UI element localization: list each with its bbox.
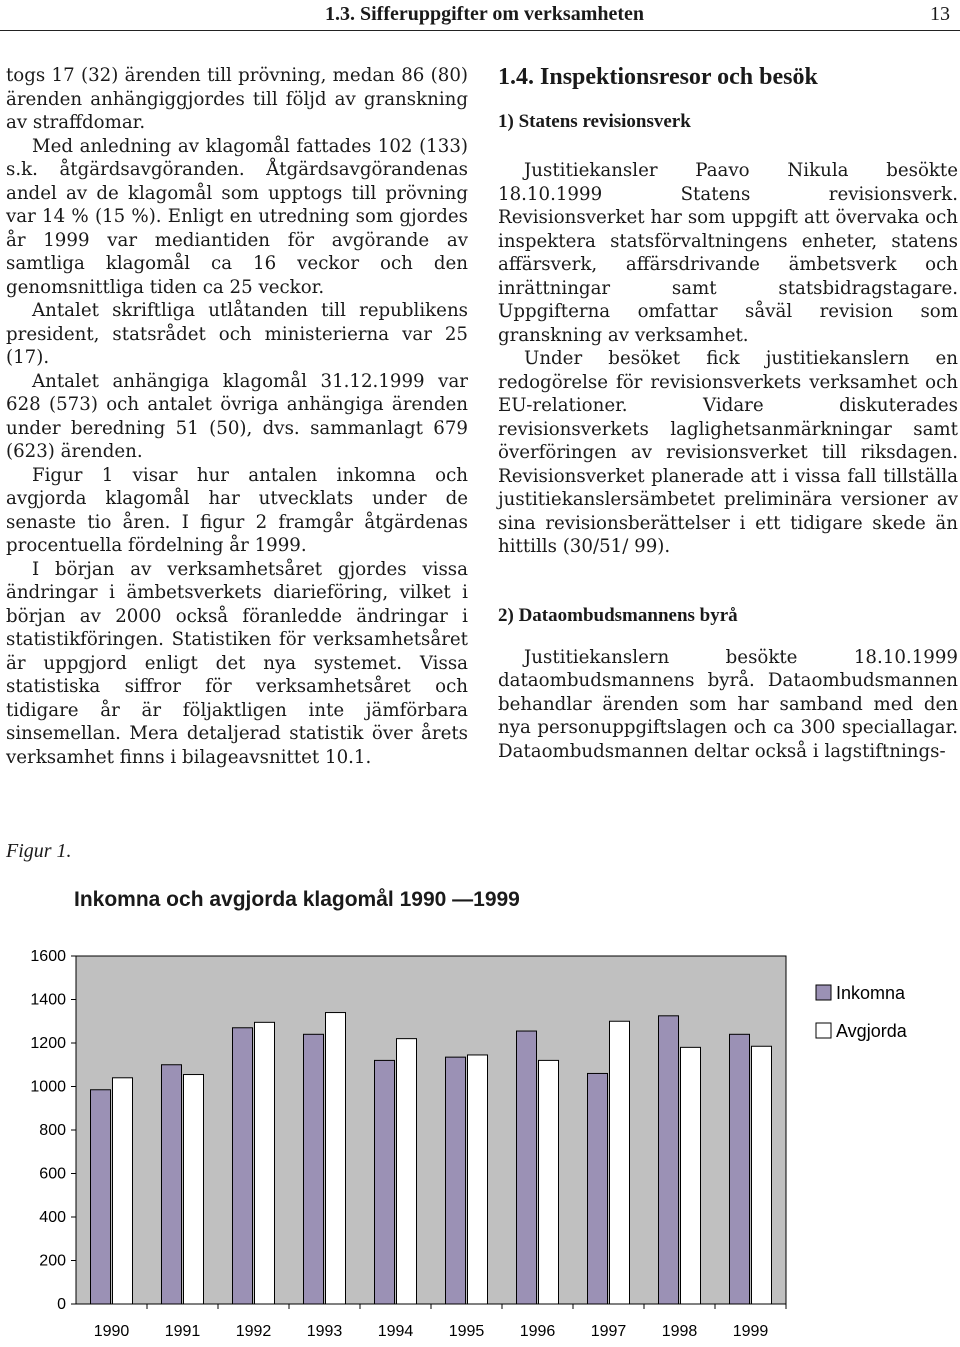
paragraph: Antalet anhängiga klagomål 31.12.1999 var 628 (573) och antalet övriga anhängiga ärenden under beredning 51 (50), dvs. sammanlagt 679 (623) ärenden.: [6, 370, 468, 462]
bar-inkomna: [659, 1016, 679, 1304]
paragraph: Under besöket fick justitiekanslern en redogörelse för revisionsverkets verksamhet och EU-relationer. Vidare diskuterades revisionsverkets laglighetsanmärkningar samt överföringen av revisionsverket till riksdagen. Revisionsverket planerade att i vissa fall tillställa justitiekanslersämbetet preliminära versioner av sina revisionsberättelser i ett tidigare skede än hittills (30/51/ 99).: [498, 348, 958, 557]
x-tick-label: 1998: [661, 1323, 698, 1340]
bar-inkomna: [517, 1031, 537, 1304]
paragraph: Justitiekanslern besökte 18.10.1999 dataombudsmannens byrå. Dataombudsmannen behandlar ärenden som har samband med den nya personuppgiftslagen och ca 300 speciallagar. Dataombudsmannen deltar också i lagstiftnings-: [498, 646, 958, 762]
bar-avgjorda: [539, 1060, 559, 1304]
bar-avgjorda: [610, 1021, 630, 1304]
section-heading: 1.4. Inspektionsresor och besök: [498, 64, 818, 90]
x-tick-label: 1994: [377, 1323, 414, 1340]
y-tick-label: 0: [57, 1296, 66, 1313]
y-tick-label: 1000: [30, 1078, 66, 1096]
page-header: [0, 0, 960, 31]
figure-label: Figur 1.: [6, 840, 72, 862]
y-tick-label: 200: [39, 1252, 66, 1270]
page-number: 13: [930, 3, 950, 25]
x-tick-label: 1991: [164, 1323, 201, 1340]
y-tick-label: 400: [39, 1209, 66, 1226]
x-tick-label: 1997: [590, 1323, 627, 1340]
legend-label-avgjorda: Avgjorda: [836, 1021, 907, 1041]
legend-swatch-avgjorda: [816, 1023, 831, 1038]
y-tick-label: 1600: [30, 948, 66, 965]
bar-avgjorda: [255, 1022, 275, 1304]
bar-inkomna: [588, 1073, 608, 1304]
paragraph: Justitiekansler Paavo Nikula besökte 18.10.1999 Statens revisionsverk. Revisionsverket har som uppgift att övervaka och inspektera statsförvaltningens enheter, statens affärsverk, affärsdrivande ämbetsverk och inrättningar samt statsbidragstagare. Uppgifterna omfattar såväl revision som granskning av verksamhet.: [498, 160, 958, 346]
bar-chart-svg: [0, 930, 960, 1342]
bar-avgjorda: [752, 1046, 772, 1304]
running-header-title: 1.3. Sifferuppgifter om verksamheten: [325, 3, 645, 25]
x-tick-label: 1993: [306, 1323, 343, 1340]
bar-inkomna: [730, 1034, 750, 1304]
bar-inkomna: [233, 1028, 253, 1304]
x-tick-label: 1990: [93, 1323, 130, 1340]
bar-inkomna: [162, 1065, 182, 1304]
bar-inkomna: [304, 1034, 324, 1304]
x-tick-label: 1995: [448, 1323, 485, 1340]
y-tick-label: 600: [39, 1165, 66, 1183]
left-text-column: [6, 64, 468, 769]
bar-inkomna: [446, 1057, 466, 1304]
bar-avgjorda: [681, 1047, 701, 1304]
x-tick-label: 1999: [732, 1323, 769, 1340]
y-tick-label: 1200: [30, 1035, 66, 1052]
chart-title: Inkomna och avgjorda klagomål 1990 —1999: [74, 888, 520, 911]
bar-avgjorda: [113, 1078, 133, 1304]
x-tick-label: 1996: [519, 1323, 556, 1340]
paragraph: Figur 1 visar hur antalen inkomna och avgjorda klagomål har utvecklats under de senaste tio åren. I figur 2 framgår åtgärdenas procentuella fördelning år 1999.: [6, 464, 468, 556]
paragraph: Antalet skriftliga utlåtanden till republikens president, statsrådet och ministerierna var 25 (17).: [6, 300, 468, 368]
x-tick-label: 1992: [235, 1323, 272, 1340]
bar-inkomna: [375, 1060, 395, 1304]
bar-avgjorda: [468, 1055, 488, 1304]
y-tick-label: 1400: [30, 991, 66, 1009]
plot-area: [76, 956, 786, 1304]
bar-avgjorda: [326, 1013, 346, 1304]
bar-chart: [0, 930, 960, 1342]
bar-avgjorda: [184, 1075, 204, 1304]
subsection-heading-dataombudsmannen: 2) Dataombudsmannens byrå: [498, 604, 738, 626]
paragraph: I början av verksamhetsåret gjordes vissa ändringar i ämbetsverkets diarieföring, vilket i början av 2000 också föranledde ändringar i statistikföringen. Statistiken för verksamhetsåret är uppgjord enligt det nya systemet. Vissa statistiska siffror för verksamhetsåret och tidigare år är följaktligen inte jämförbara sinsemellan. Mera detaljerad statistik över årets verksamhet finns i bilageavsnittet 10.1.: [6, 558, 468, 768]
paragraph: togs 17 (32) ärenden till prövning, medan 86 (80) ärenden anhängiggjordes till följd av granskning av straffdomar.: [6, 65, 468, 133]
right-text-column: [498, 64, 958, 763]
legend-label-inkomna: Inkomna: [836, 983, 906, 1003]
bar-inkomna: [91, 1090, 111, 1304]
y-tick-label: 800: [39, 1122, 66, 1139]
legend-swatch-inkomna: [816, 985, 831, 1000]
subsection-heading-revisionsverk: 1) Statens revisionsverk: [498, 111, 691, 132]
paragraph: Med anledning av klagomål fattades 102 (133) s.k. åtgärdsavgöranden. Åtgärdsavgörandenas andel av de klagomål som upptogs till prövning var 14 % (15 %). Enligt en utredning som gjordes år 1999 var mediantiden för avgörande av samtliga klagomål ca 16 veckor och den genomsnittliga tiden ca 25 veckor.: [6, 135, 468, 298]
bar-avgjorda: [397, 1039, 417, 1304]
